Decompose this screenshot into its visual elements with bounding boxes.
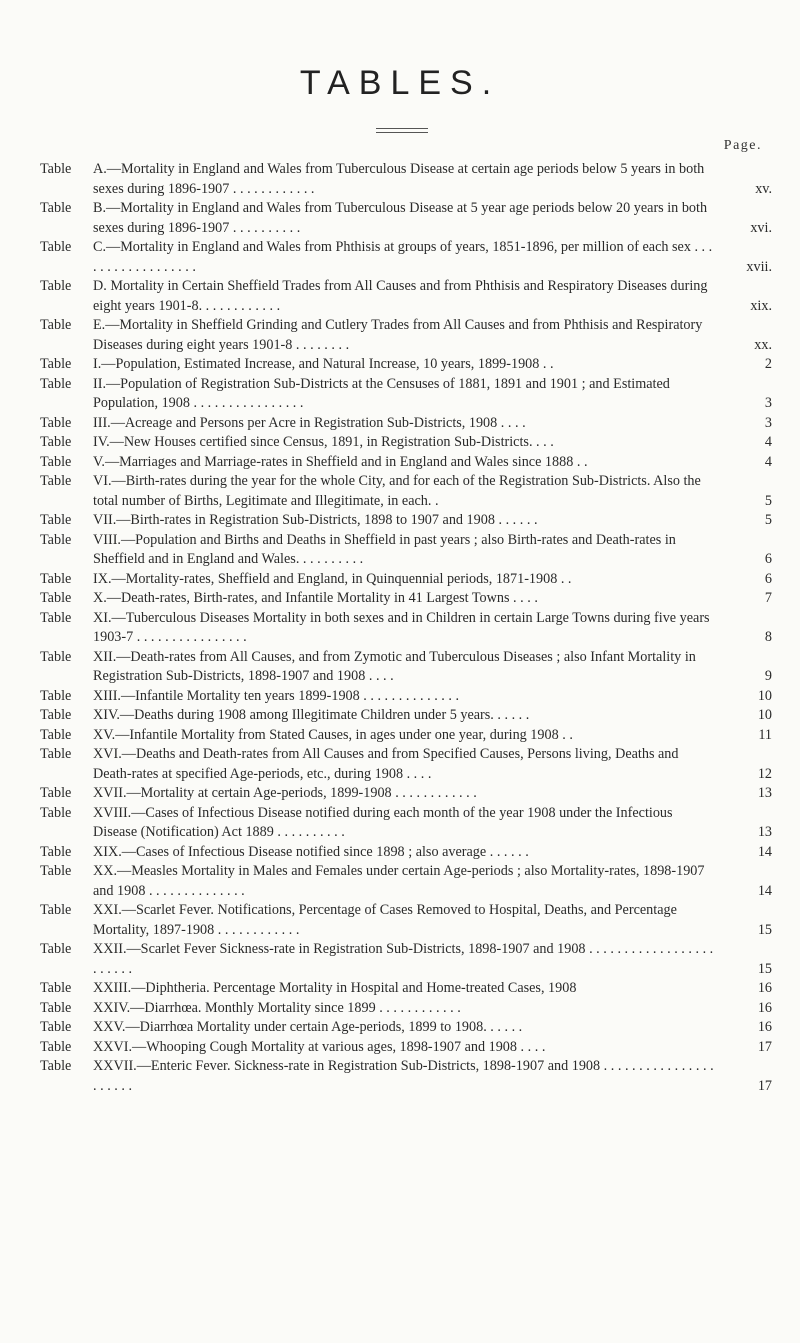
list-item: [40, 862, 772, 901]
entry-label: Table: [40, 785, 72, 801]
entry-description: XXVI.—Whooping Cough Mortality at various ages, 1898-1907 and 1908 . . . .: [93, 1038, 546, 1055]
list-item: [40, 648, 772, 687]
entry-page-number: 13: [757, 824, 772, 840]
list-item: [40, 745, 772, 784]
entry-page-number: 6: [764, 551, 772, 567]
entry-description: III.—Acreage and Persons per Acre in Registration Sub-Districts, 1908 . . . .: [93, 414, 526, 431]
list-item: [40, 784, 772, 804]
entry-label: Table: [40, 980, 72, 996]
entry-page-number: 6: [764, 570, 772, 587]
entry-label: Table: [40, 609, 72, 626]
list-item: [40, 355, 772, 375]
table-of-tables: [40, 160, 772, 1096]
entry-label: Table: [40, 161, 72, 177]
list-item: [40, 414, 772, 434]
entry-page-number: 15: [757, 921, 772, 938]
entry-page-number: 14: [757, 882, 772, 899]
entry-label: Table: [40, 453, 72, 470]
list-item: [40, 609, 772, 648]
list-item: [40, 999, 772, 1019]
entry-label: Table: [40, 726, 72, 743]
entry-label: Table: [40, 531, 72, 548]
entry-label: Table: [40, 1019, 72, 1035]
entry-description: XVI.—Deaths and Death-rates from All Causes and from Specified Causes, Persons living, Deaths and Death-rates at specified Age-periods, etc., during 1908 . . . .: [93, 746, 679, 782]
entry-label: Table: [40, 317, 72, 333]
list-item: [40, 472, 772, 511]
entry-label: Table: [40, 999, 72, 1016]
entry-label: Table: [40, 414, 72, 431]
entry-page-number: xix.: [750, 297, 772, 314]
list-item: [40, 1038, 772, 1058]
entry-label: Table: [40, 590, 72, 606]
entry-label: Table: [40, 473, 72, 489]
entry-label: Table: [40, 902, 72, 918]
entry-label: Table: [40, 843, 72, 860]
list-item: [40, 979, 772, 999]
list-item: [40, 804, 772, 843]
entry-page-number: 16: [757, 999, 772, 1016]
entry-description: XXV.—Diarrhœa Mortality under certain Age-periods, 1899 to 1908. . . . . .: [93, 1019, 523, 1035]
entry-label: Table: [40, 746, 72, 762]
list-item: [40, 687, 772, 707]
entry-label: Table: [40, 356, 72, 372]
list-item: [40, 1018, 772, 1038]
list-item: [40, 316, 772, 355]
entry-page-number: xvii.: [746, 258, 772, 275]
entry-page-number: 2: [764, 356, 772, 372]
entry-page-number: 4: [764, 434, 772, 450]
entry-description: XIV.—Deaths during 1908 among Illegitimate Children under 5 years. . . . . .: [93, 707, 530, 723]
entry-description: VIII.—Population and Births and Deaths in Sheffield in past years ; also Birth-rates and Death-rates in Sheffield and in England and Wales. . . . . . . . . .: [93, 531, 676, 567]
entry-page-number: 10: [757, 687, 772, 704]
entry-description: XVII.—Mortality at certain Age-periods, 1899-1908 . . . . . . . . . . . .: [93, 785, 477, 801]
list-item: [40, 375, 772, 414]
entry-description: D. Mortality in Certain Sheffield Trades from All Causes and from Phthisis and Respiratory Diseases during eight years 1901-8. . . . . . . . . . . .: [93, 278, 708, 314]
entry-page-number: 16: [757, 980, 772, 996]
entry-description: XXVII.—Enteric Fever. Sickness-rate in Registration Sub-Districts, 1898-1907 and 1908 . . . . . . . . . . . . . . . . . . . . . .: [93, 1058, 714, 1094]
entry-description: XV.—Infantile Mortality from Stated Causes, in ages under one year, during 1908 . .: [93, 726, 573, 743]
entry-page-number: 17: [757, 1038, 772, 1055]
entry-description: XXII.—Scarlet Fever Sickness-rate in Registration Sub-Districts, 1898-1907 and 1908 . . . . . . . . . . . . . . . . . . . . . . . .: [93, 941, 714, 977]
entry-description: VII.—Birth-rates in Registration Sub-Districts, 1898 to 1907 and 1908 . . . . . .: [93, 512, 538, 528]
entry-page-number: 3: [764, 414, 772, 431]
page-title: TABLES.: [299, 64, 501, 102]
entry-description: V.—Marriages and Marriage-rates in Sheffield and in England and Wales since 1888 . .: [93, 453, 588, 470]
list-item: [40, 706, 772, 726]
entry-page-number: 14: [757, 843, 772, 860]
page-column-label: Page.: [723, 138, 762, 153]
entry-description: IX.—Mortality-rates, Sheffield and England, in Quinquennial periods, 1871-1908 . .: [93, 570, 572, 587]
entry-label: Table: [40, 512, 72, 528]
entry-label: Table: [40, 434, 72, 450]
entry-page-number: 16: [757, 1019, 772, 1035]
entry-label: Table: [40, 804, 72, 821]
entry-page-number: 12: [757, 765, 772, 782]
entry-label: Table: [40, 375, 72, 392]
entry-label: Table: [40, 239, 72, 255]
entry-page-number: 5: [764, 492, 772, 509]
entry-description: XXIII.—Diphtheria. Percentage Mortality in Hospital and Home-treated Cases, 1908: [93, 980, 577, 996]
title-rule-top: [376, 128, 428, 129]
list-item: [40, 199, 772, 238]
entry-page-number: xv.: [755, 180, 772, 197]
list-item: [40, 453, 772, 473]
entry-description: X.—Death-rates, Birth-rates, and Infantile Mortality in 41 Largest Towns . . . .: [93, 590, 538, 606]
entry-page-number: 8: [764, 629, 772, 645]
entry-description: I.—Population, Estimated Increase, and Natural Increase, 10 years, 1899-1908 . .: [93, 356, 554, 372]
list-item: [40, 843, 772, 863]
entry-page-number: 13: [757, 785, 772, 801]
entry-description: B.—Mortality in England and Wales from Tuberculous Disease at 5 year age periods below 20 years in both sexes during 1896-1907 . . . . . . . . . .: [93, 200, 708, 236]
entry-label: Table: [40, 707, 72, 723]
list-item: [40, 511, 772, 531]
entry-description: XII.—Death-rates from All Causes, and from Zymotic and Tuberculous Diseases ; also Infant Mortality in Registration Sub-Districts, 1898-1907 and 1908 . . . .: [93, 648, 696, 684]
entry-description: XVIII.—Cases of Infectious Disease notified during each month of the year 1908 under the Infectious Disease (Notification) Act 1889 . . . . . . . . . .: [93, 804, 673, 840]
entry-description: XXI.—Scarlet Fever. Notifications, Percentage of Cases Removed to Hospital, Deaths, and Percentage Mortality, 1897-1908 . . . . . . . . . . . .: [93, 902, 677, 938]
list-item: [40, 1057, 772, 1096]
entry-page-number: 10: [757, 707, 772, 723]
entry-label: Table: [40, 863, 72, 879]
list-item: [40, 940, 772, 979]
entry-page-number: 17: [757, 1077, 772, 1094]
entry-page-number: 3: [764, 395, 772, 411]
entry-label: Table: [40, 570, 72, 587]
list-item: [40, 531, 772, 570]
list-item: [40, 433, 772, 453]
entry-description: VI.—Birth-rates during the year for the whole City, and for each of the Registration Sub-Districts. Also the total number of Births, Legitimate and Illegitimate, in each. .: [93, 473, 701, 509]
entry-description: E.—Mortality in Sheffield Grinding and Cutlery Trades from All Causes and from Phthisis and Respiratory Diseases during eight years 1901-8 . . . . . . . .: [93, 317, 703, 353]
entry-page-number: xvi.: [750, 219, 772, 236]
entry-description: A.—Mortality in England and Wales from Tuberculous Disease at certain age periods below 5 years in both sexes during 1896-1907 . . . . . . . . . . . .: [93, 161, 705, 197]
entry-label: Table: [40, 941, 72, 957]
entry-page-number: 5: [764, 512, 772, 528]
entry-page-number: 15: [757, 960, 772, 977]
list-item: [40, 160, 772, 199]
list-item: [40, 901, 772, 940]
list-item: [40, 589, 772, 609]
entry-label: Table: [40, 278, 72, 294]
list-item: [40, 277, 772, 316]
entry-description: XXIV.—Diarrhœa. Monthly Mortality since 1899 . . . . . . . . . . . .: [93, 999, 461, 1016]
title-rule-bottom: [376, 132, 428, 133]
entry-description: IV.—New Houses certified since Census, 1891, in Registration Sub-Districts. . . .: [93, 434, 554, 450]
list-item: [40, 570, 772, 590]
entry-label: Table: [40, 1058, 72, 1074]
list-item: [40, 726, 772, 746]
entry-label: Table: [40, 1038, 72, 1055]
entry-page-number: xx.: [754, 336, 772, 353]
entry-page-number: 7: [764, 590, 772, 606]
entry-description: II.—Population of Registration Sub-Districts at the Censuses of 1881, 1891 and 1901 ; and Estimated Population, 1908 . . . . . . . . . . . . . . . .: [93, 375, 670, 411]
list-item: [40, 238, 772, 277]
entry-description: XIX.—Cases of Infectious Disease notified since 1898 ; also average . . . . . .: [93, 843, 529, 860]
entry-description: XI.—Tuberculous Diseases Mortality in both sexes and in Children in certain Large Towns during five years 1903-7 . . . . . . . . . . . . . . . .: [93, 609, 710, 645]
entry-description: XX.—Measles Mortality in Males and Females under certain Age-periods ; also Mortality-rates, 1898-1907 and 1908 . . . . . . . . . . . . . .: [93, 863, 705, 899]
entry-label: Table: [40, 687, 72, 704]
entry-page-number: 9: [764, 668, 772, 684]
entry-label: Table: [40, 200, 72, 216]
entry-description: XIII.—Infantile Mortality ten years 1899-1908 . . . . . . . . . . . . . .: [93, 687, 460, 704]
entry-label: Table: [40, 648, 72, 665]
entry-page-number: 4: [764, 453, 772, 470]
entry-page-number: 11: [758, 726, 772, 743]
entry-description: C.—Mortality in England and Wales from Phthisis at groups of years, 1851-1896, per million of each sex . . . . . . . . . . . . . . . . . .: [93, 239, 713, 275]
